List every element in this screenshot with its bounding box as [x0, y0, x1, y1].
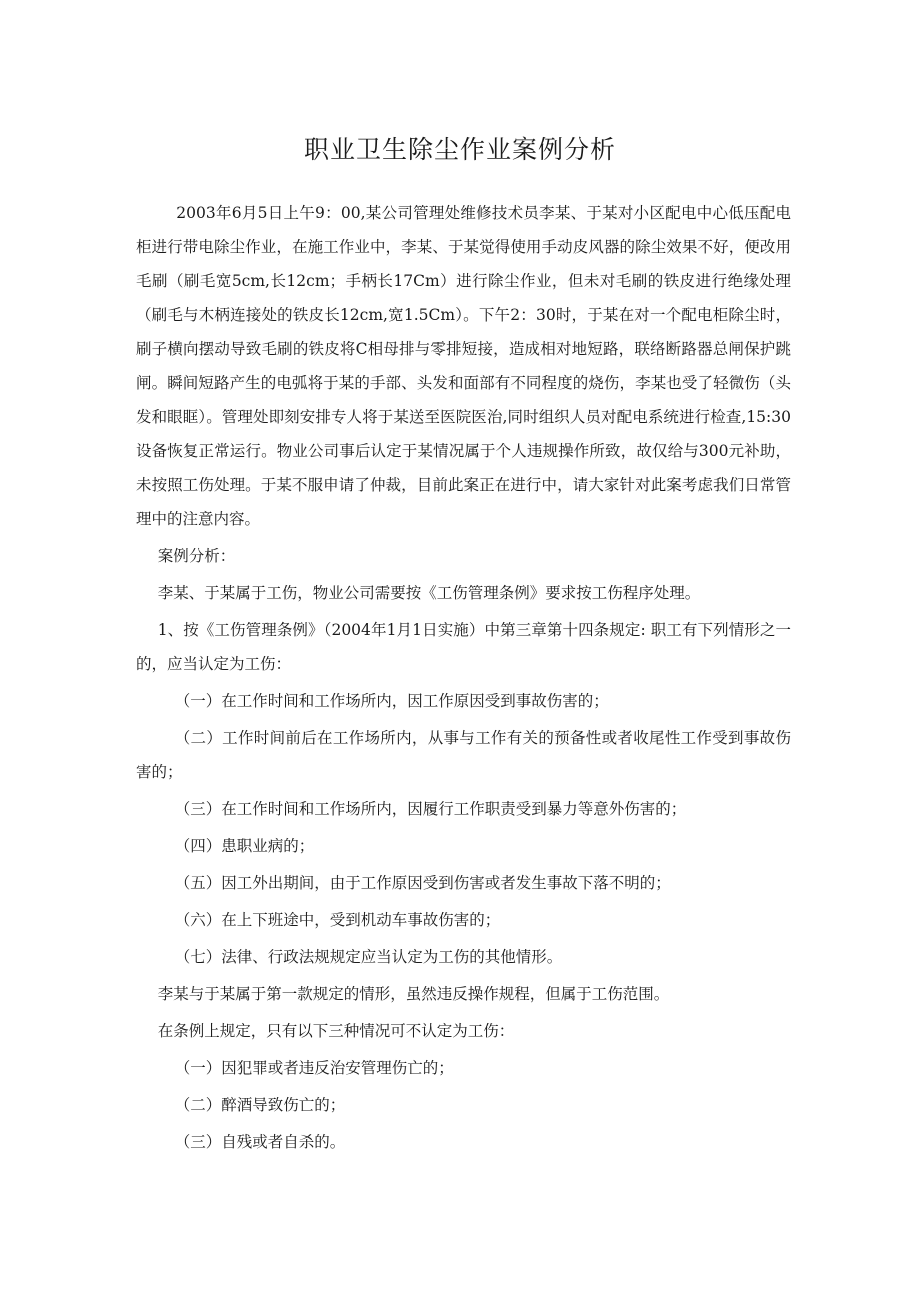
- rule-item-3: （三）在工作时间和工作场所内，因履行工作职责受到暴力等意外伤害的；: [174, 800, 687, 818]
- intro-paragraph: 2003年6月5日上午9：00,某公司管理处维修技术员李某、于某对小区配电中心低压配电柜进行带电除尘作业，在施工作业中，李某、于某觉得使用手动皮风器的除尘效果不好，便改用毛刷（刷毛宽5cm,长12cm；手柄长17Cm）进行除尘作业，但未对毛刷的铁皮进行绝缘处理（刷毛与木柄连接处的铁皮长12cm,宽1.5Cm）。下午2：30时，于某在对一个配电柜除尘时，刷子横向摆动导致毛刷的铁皮将C相母排与零排短接，造成相对地短路，联络断路器总闸保护跳闸。瞬间短路产生的电弧将于某的手部、头发和面部有不同程度的烧伤，李某也受了轻微伤（头发和眼眶）。管理处即刻安排专人将于某送至医院医治,同时组织人员对配电系统进行检查,15:30设备恢复正常运行。物业公司事后认定于某情况属于个人违规操作所致，故仅给与300元补助，未按照工伤处理。于某不服申请了仲裁，目前此案正在进行中，请大家针对此案考虑我们日常管理中的注意内容。: [136, 204, 791, 528]
- rule-item-5: （五）因工外出期间，由于工作原因受到伤害或者发生事故下落不明的；: [174, 874, 671, 892]
- finding: 李某与于某属于第一款规定的情形，虽然违反操作规程，但属于工伤范围。: [157, 985, 670, 1003]
- rule-item-1: （一）在工作时间和工作场所内，因工作原因受到事故伤害的；: [174, 692, 609, 710]
- exclusion-item-3: （三）自残或者自杀的。: [174, 1133, 346, 1151]
- exclusion-item-2: （二）醉酒导致伤亡的；: [174, 1096, 346, 1114]
- rule-item-7: （七）法律、行政法规规定应当认定为工伤的其他情形。: [174, 948, 563, 966]
- rule-item-6: （六）在上下班途中，受到机动车事故伤害的；: [174, 911, 501, 929]
- rule-item-2: （二）工作时间前后在工作场所内，从事与工作有关的预备性或者收尾性工作受到事故伤害的；: [136, 729, 791, 781]
- document-title: 职业卫生除尘作业案例分析: [303, 135, 616, 164]
- document-body: [136, 196, 791, 1162]
- rule-intro: 1、按《工伤管理条例》（2004年1月1日实施）中第三章第十四条规定: 职工有下列情形之一的，应当认定为工伤：: [136, 621, 791, 673]
- analysis-conclusion: 李某、于某属于工伤，物业公司需要按《工伤管理条例》要求按工伤程序处理。: [157, 584, 701, 602]
- analysis-heading: 案例分析：: [157, 547, 236, 565]
- exclusion-intro: 在条例上规定，只有以下三种情况可不认定为工伤：: [157, 1022, 515, 1040]
- rule-item-4: （四）患职业病的；: [174, 837, 315, 855]
- exclusion-item-1: （一）因犯罪或者违反治安管理伤亡的；: [174, 1059, 454, 1077]
